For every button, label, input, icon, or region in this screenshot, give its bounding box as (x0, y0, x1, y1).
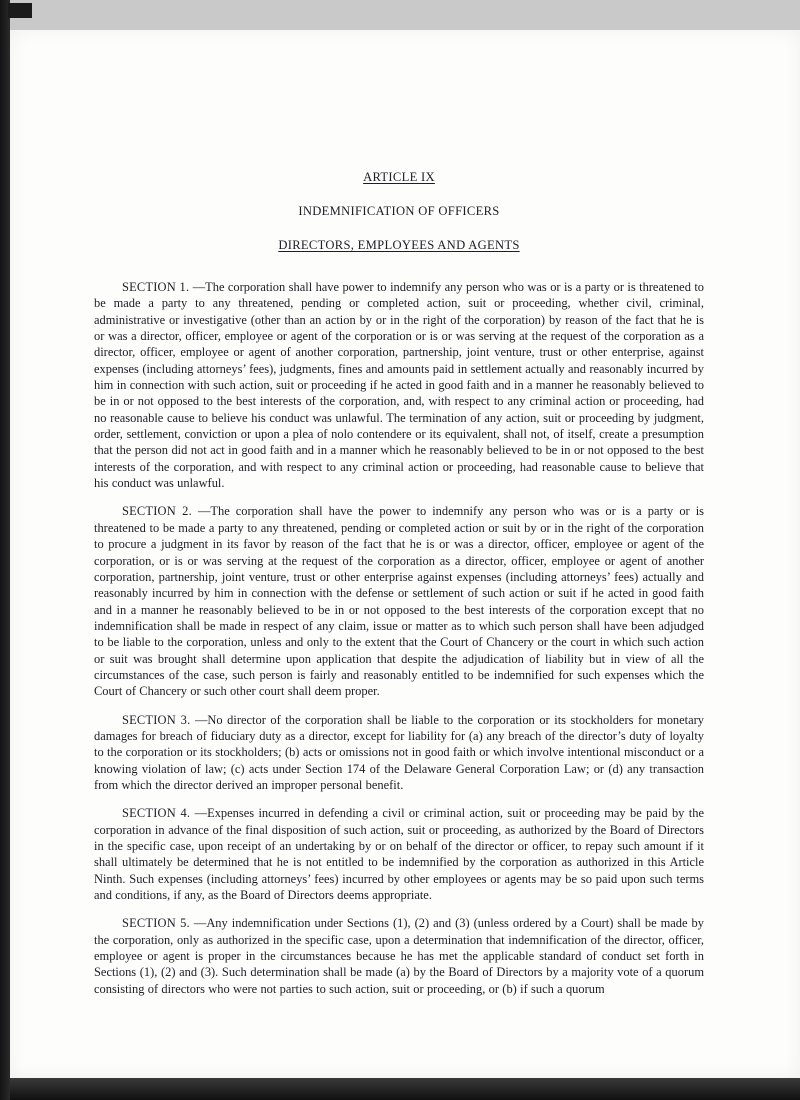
document-page (10, 30, 800, 1078)
section-5-label: SECTION 5. (122, 916, 190, 931)
article-subtitle-line-1-text: INDEMNIFICATION OF OFFICERS (298, 204, 500, 218)
article-subtitle-line-2-text: DIRECTORS, EMPLOYEES AND AGENTS (278, 238, 520, 252)
section-5-text: —Any indemnification under Sections (1), (2) and (3) (unless ordered by a Court) shall be made by the corporation, only as authorized in the specific case, upon a determination that indemnification of the director, officer, employee or agent is proper in the circumstances because he has met the applicable standard of conduct set forth in Sections (1), (2) and (3). Such determination shall be made (a) by the Board of Directors by a majority vote of a quorum consisting of directors who were not parties to such action, suit or proceeding, or (b) if such a quorum (94, 916, 704, 996)
section-1-text: —The corporation shall have power to indemnify any person who was or is a party or is threatened to be made a party to any threatened, pending or completed action, suit or proceeding, whether civil, criminal, administrative or investigative (other than an action by or in the right of the corporation) by reason of the fact that he is or was a director, officer, employee or agent of the corporation or is or was serving at the request of the corporation as a director, officer, employee or agent of another corporation, partnership, joint venture, trust or other enterprise, against expenses (including attorneys’ fees), judgments, fines and amounts paid in settlement actually and reasonably incurred by him in connection with such action, suit or proceeding if he acted in good faith and in a manner he reasonably believed to be in or not opposed to the best interests of the corporation, and, with respect to any criminal action or proceeding, had no reasonable cause to believe his conduct was unlawful. The termination of any action, suit or proceeding by judgment, order, settlement, conviction or upon a plea of nolo contendere or its equivalent, shall not, of itself, create a presumption that the person did not act in good faith and in a manner which he reasonably believed to be in or not opposed to the best interests of the corporation, and with respect to any criminal action or proceeding, had reasonable cause to believe that his conduct was unlawful. (94, 280, 705, 491)
scan-artifact-left-edge (0, 0, 10, 1100)
section-5-paragraph (94, 915, 704, 997)
section-1-paragraph (94, 279, 704, 491)
section-1-label: SECTION 1. (122, 280, 190, 294)
scan-artifact-bottom-edge (0, 1078, 800, 1100)
section-4-text: —Expenses incurred in defending a civil or criminal action, suit or proceeding may be paid by the corporation in advance of the final disposition of such action, suit or proceeding, as authorized by the Board of Directors in the specific case, upon receipt of an undertaking by or on behalf of the director or officer, to repay such amount if it shall ultimately be determined that he is not entitled to be indemnified by the corporation as authorized in this Article Ninth. Such expenses (including attorneys’ fees) incurred by other employees or agents may be so paid upon such terms and conditions, if any, as the Board of Directors deems appropriate. (94, 806, 704, 903)
article-title (94, 170, 704, 185)
section-2-label: SECTION 2. (122, 504, 192, 519)
article-title-text: ARTICLE IX (363, 170, 435, 184)
document-content (94, 170, 704, 1009)
section-3-label: SECTION 3. (122, 712, 191, 727)
article-subtitle-line-1 (94, 204, 704, 219)
section-2-paragraph (94, 503, 704, 699)
article-subtitle-line-2 (94, 238, 704, 253)
document-heading (94, 170, 704, 253)
scan-artifact-corner-mark (8, 3, 32, 18)
section-4-label: SECTION 4. (122, 806, 191, 821)
section-4-paragraph (94, 805, 704, 903)
section-3-text: —No director of the corporation shall be liable to the corporation or its stockholders for monetary damages for breach of fiduciary duty as a director, except for liability for (a) any breach of the director’s duty of loyalty to the corporation or its stockholders; (b) acts or omissions not in good faith or which involve intentional misconduct or a knowing violation of law; (c) acts under Section 174 of the Delaware General Corporation Law; or (d) any transaction from which the director derived an improper personal benefit. (94, 712, 705, 792)
section-3-paragraph (94, 712, 704, 794)
section-2-text: —The corporation shall have the power to indemnify any person who was or is a party or is threatened to be made a party to any threatened, pending or completed action or suit by or in the right of the corporation to procure a judgment in its favor by reason of the fact that he is or was a director, officer, employee or agent of the corporation, or is or was serving at the request of the corporation as a director, officer, employee or agent of another corporation, partnership, joint venture, trust or other enterprise against expenses (including attorneys’ fees) actually and reasonably incurred by him in connection with the defense or settlement of such action or suit if he acted in good faith and in a manner he reasonably believed to be in or not opposed to the best interests of the corporation except that no indemnification shall be made in respect of any claim, issue or matter as to which such person shall have been adjudged to be liable to the corporation, unless and only to the extent that the Court of Chancery or the court in which such action or suit was brought shall determine upon application that despite the adjudication of liability but in view of all the circumstances of the case, such person is fairly and reasonably entitled to be indemnified for such expenses which the Court of Chancery or such other court shall deem proper. (94, 504, 705, 699)
